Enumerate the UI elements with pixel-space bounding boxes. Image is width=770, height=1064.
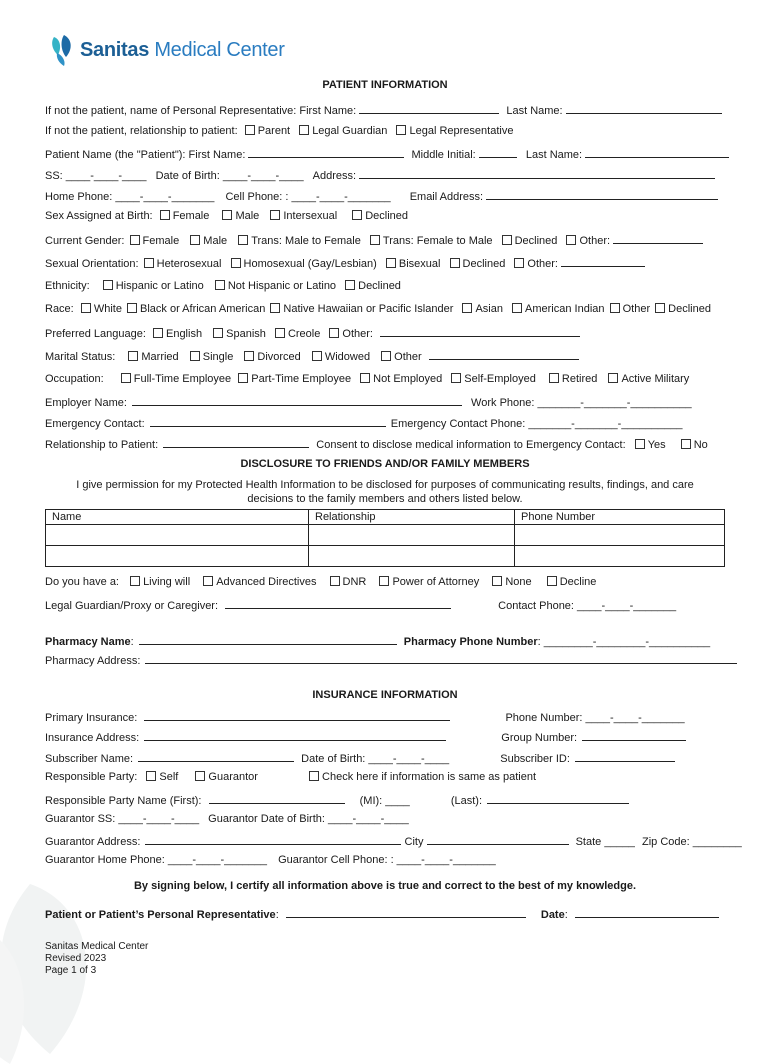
race-row: Race: White Black or African American Native Hawaiian or Pacific Islander Asian American Indian Other Declined xyxy=(45,303,711,315)
race-pacific-islander-checkbox[interactable] xyxy=(270,303,280,313)
consent-no-checkbox[interactable] xyxy=(681,439,691,449)
column-name: Name xyxy=(46,510,309,525)
sex-row: Sex Assigned at Birth: Female Male Intersexual Declined xyxy=(45,210,409,222)
part-time-checkbox[interactable] xyxy=(238,373,248,383)
gender-male-checkbox[interactable] xyxy=(190,235,200,245)
race-asian-checkbox[interactable] xyxy=(462,303,472,313)
subscriber-row: Subscriber Name: Date of Birth: ____-____-____ Subscriber ID: xyxy=(45,751,675,766)
table-row xyxy=(46,546,725,567)
home-phone-field[interactable]: Home Phone: ____-____-_______ xyxy=(45,191,215,203)
relationship-cell[interactable] xyxy=(309,546,515,567)
footer-revised: Revised 2023 xyxy=(45,953,107,964)
power-of-attorney-checkbox[interactable] xyxy=(379,576,389,586)
group-number-field[interactable] xyxy=(582,730,686,741)
footer xyxy=(45,941,148,977)
guarantor-ss-field[interactable]: Guarantor SS: ____-____-____ xyxy=(45,813,200,825)
name-cell[interactable] xyxy=(46,546,309,567)
language-row: Preferred Language: English Spanish Creole Other: xyxy=(45,326,580,341)
name-cell[interactable] xyxy=(46,525,309,546)
family-members-table xyxy=(45,509,725,567)
creole-checkbox[interactable] xyxy=(275,328,285,338)
phone-email-row: Home Phone: ____-____-_______ Cell Phone: : ____-____-_______ Email Address: xyxy=(45,189,718,204)
subscriber-dob-field[interactable]: Date of Birth: ____-____-____ xyxy=(301,753,450,765)
english-checkbox[interactable] xyxy=(153,328,163,338)
divorced-checkbox[interactable] xyxy=(244,351,254,361)
pharmacy-name-field[interactable] xyxy=(139,634,397,645)
subscriber-id-field[interactable] xyxy=(575,751,675,762)
orientation-row: Sexual Orientation: Heterosexual Homosexual (Gay/Lesbian) Bisexual Declined Other: xyxy=(45,256,645,271)
guarantor-dob-field[interactable]: Guarantor Date of Birth: ____-____-____ xyxy=(208,813,409,825)
primary-insurance-field[interactable] xyxy=(144,710,450,721)
address-field[interactable] xyxy=(359,168,715,179)
emergency-phone-field[interactable]: Emergency Contact Phone: _______-_______-__________ xyxy=(390,418,683,430)
race-white-checkbox[interactable] xyxy=(81,303,91,313)
sex-male-checkbox[interactable] xyxy=(222,210,232,220)
pharmacy-address-row: Pharmacy Address: xyxy=(45,653,737,668)
patient-last-name-field[interactable] xyxy=(585,147,729,158)
patient-info-heading: PATIENT INFORMATION xyxy=(322,79,448,91)
pharmacy-row: Pharmacy Name: Pharmacy Phone Number: ________-________-__________ xyxy=(45,636,711,648)
decline-checkbox[interactable] xyxy=(547,576,557,586)
none-checkbox[interactable] xyxy=(492,576,502,586)
gender-other-checkbox[interactable] xyxy=(566,235,576,245)
responsible-party-row: Responsible Party: Self Guarantor Check here if information is same as patient xyxy=(45,771,537,783)
guardian-row: Legal Guardian/Proxy or Caregiver: Contact Phone: ____-____-_______ xyxy=(45,600,677,612)
email-field[interactable] xyxy=(486,189,718,200)
marital-other-checkbox[interactable] xyxy=(381,351,391,361)
legal-representative-checkbox[interactable] xyxy=(396,125,406,135)
column-phone-number: Phone Number xyxy=(515,510,725,525)
self-employed-checkbox[interactable] xyxy=(451,373,461,383)
gender-row: Current Gender: Female Male Trans: Male to Female Trans: Female to Male Declined Other: xyxy=(45,233,703,248)
disclosure-text-line-2: decisions to the family members and others listed below. xyxy=(247,493,523,505)
race-american-indian-checkbox[interactable] xyxy=(512,303,522,313)
disclosure-heading: DISCLOSURE TO FRIENDS AND/OR FAMILY MEMBERS xyxy=(240,458,530,470)
rp-last-name-field[interactable] xyxy=(487,793,629,804)
disclosure-text-line-1: I give permission for my Protected Health Information to be disclosed for purposes of communicating results, findings, and care xyxy=(76,479,694,491)
consent-yes-checkbox[interactable] xyxy=(635,439,645,449)
living-will-checkbox[interactable] xyxy=(130,576,140,586)
bisexual-checkbox[interactable] xyxy=(386,258,396,268)
sex-female-checkbox[interactable] xyxy=(160,210,170,220)
insurance-address-field[interactable] xyxy=(144,730,446,741)
rep-relationship-row: If not the patient, relationship to patient: Parent Legal Guardian Legal Representative xyxy=(45,125,514,137)
parent-checkbox[interactable] xyxy=(245,125,255,135)
orientation-declined-checkbox[interactable] xyxy=(450,258,460,268)
legal-guardian-checkbox[interactable] xyxy=(299,125,309,135)
guarantor-checkbox[interactable] xyxy=(195,771,205,781)
emergency-contact-row: Emergency Contact: Emergency Contact Phone: _______-_______-__________ xyxy=(45,418,683,430)
table-row xyxy=(46,525,725,546)
gender-female-checkbox[interactable] xyxy=(130,235,140,245)
emergency-contact-field[interactable] xyxy=(150,416,386,427)
primary-insurance-row: Primary Insurance: Phone Number: ____-____-_______ xyxy=(45,712,685,724)
language-other-checkbox[interactable] xyxy=(329,328,339,338)
state-field[interactable]: State _____ xyxy=(575,836,635,848)
married-checkbox[interactable] xyxy=(128,351,138,361)
guarantor-home-phone-field[interactable]: Guarantor Home Phone: ____-____-_______ xyxy=(45,854,267,866)
sanitas-logo xyxy=(48,32,285,68)
phone-cell[interactable] xyxy=(515,525,725,546)
sex-intersexual-checkbox[interactable] xyxy=(270,210,280,220)
consent-row: Relationship to Patient: Consent to disclose medical information to Emergency Contact: Yes No xyxy=(45,439,708,451)
contact-phone-field[interactable]: Contact Phone: ____-____-_______ xyxy=(498,600,677,612)
guarantor-address-field[interactable] xyxy=(145,834,401,845)
patient-name-row: Patient Name (the "Patient"): First Name: Middle Initial: Last Name: xyxy=(45,147,729,162)
relationship-cell[interactable] xyxy=(309,525,515,546)
guarantor-address-row: Guarantor Address: City State _____ Zip Code: ________ xyxy=(45,836,742,848)
occupation-row: Occupation: Full-Time Employee Part-Time Employee Not Employed Self-Employed Retired Active Military xyxy=(45,373,690,385)
cell-phone-field[interactable]: Cell Phone: : ____-____-_______ xyxy=(225,191,391,203)
same-as-patient-checkbox[interactable] xyxy=(309,771,319,781)
footer-org: Sanitas Medical Center xyxy=(45,941,149,952)
guarantor-ss-row xyxy=(45,813,409,826)
employer-row: Employer Name: Work Phone: _______-_______-__________ xyxy=(45,397,692,409)
leaf-logo-icon xyxy=(48,33,76,67)
dob-field[interactable]: Date of Birth: ____-____-____ xyxy=(155,170,304,182)
responsible-name-row: Responsible Party Name (First): (MI): ____ (Last): xyxy=(45,793,629,808)
patient-first-name-field[interactable] xyxy=(248,147,404,158)
advanced-directives-checkbox[interactable] xyxy=(203,576,213,586)
rep-last-name-field[interactable] xyxy=(566,103,722,114)
full-time-checkbox[interactable] xyxy=(121,373,131,383)
column-relationship: Relationship xyxy=(309,510,515,525)
sex-declined-checkbox[interactable] xyxy=(352,210,362,220)
signature-field[interactable] xyxy=(286,907,526,918)
subscriber-name-field[interactable] xyxy=(138,751,294,762)
gender-trans-ftm-checkbox[interactable] xyxy=(370,235,380,245)
middle-initial-field[interactable] xyxy=(479,147,517,158)
guarantor-cell-phone-field[interactable]: Guarantor Cell Phone: : ____-____-_______ xyxy=(278,854,496,866)
homosexual-checkbox[interactable] xyxy=(231,258,241,268)
not-employed-checkbox[interactable] xyxy=(360,373,370,383)
dnr-checkbox[interactable] xyxy=(330,576,340,586)
orientation-other-checkbox[interactable] xyxy=(514,258,524,268)
relationship-to-patient-field[interactable] xyxy=(163,437,309,448)
heterosexual-checkbox[interactable] xyxy=(144,258,154,268)
pharmacy-phone-field[interactable]: : ________-________-__________ xyxy=(537,636,711,648)
table-header-row xyxy=(46,510,725,525)
employer-name-field[interactable] xyxy=(132,395,462,406)
certification-statement: By signing below, I certify all information above is true and correct to the best of my knowledge. xyxy=(133,880,637,892)
orientation-other-field[interactable] xyxy=(561,256,645,267)
active-military-checkbox[interactable] xyxy=(608,373,618,383)
ss-dob-address-row: SS: ____-____-____ Date of Birth: ____-____-____ Address: xyxy=(45,168,715,183)
zip-field[interactable]: Zip Code: ________ xyxy=(642,836,742,848)
gender-trans-mtf-checkbox[interactable] xyxy=(238,235,248,245)
rep-name-row: If not the patient, name of Personal Representative: First Name: Last Name: xyxy=(45,103,722,118)
race-declined-checkbox[interactable] xyxy=(655,303,665,313)
directives-row: Do you have a: Living will Advanced Directives DNR Power of Attorney None Decline xyxy=(45,576,597,588)
marital-row: Marital Status: Married Single Divorced Widowed Other xyxy=(45,349,579,364)
spanish-checkbox[interactable] xyxy=(213,328,223,338)
work-phone-field[interactable]: Work Phone: _______-_______-__________ xyxy=(471,397,692,409)
rp-first-name-field[interactable] xyxy=(209,793,345,804)
widowed-checkbox[interactable] xyxy=(312,351,322,361)
insurance-heading: INSURANCE INFORMATION xyxy=(312,689,458,701)
ethnicity-row: Ethnicity: Hispanic or Latino Not Hispanic or Latino Declined xyxy=(45,280,401,292)
signature-row: Patient or Patient’s Personal Representative: Date: xyxy=(45,907,719,922)
insurance-address-row: Insurance Address: Group Number: xyxy=(45,730,686,745)
guardian-field[interactable] xyxy=(225,598,451,609)
brand-name: Sanitas xyxy=(80,38,150,61)
ethnicity-declined-checkbox[interactable] xyxy=(345,280,355,290)
single-checkbox[interactable] xyxy=(190,351,200,361)
phone-cell[interactable] xyxy=(515,546,725,567)
footer-page: Page 1 of 3 xyxy=(45,965,97,976)
date-field[interactable] xyxy=(575,907,719,918)
not-hispanic-checkbox[interactable] xyxy=(215,280,225,290)
race-other-checkbox[interactable] xyxy=(610,303,620,313)
rep-first-name-field[interactable] xyxy=(359,103,499,114)
language-other-field[interactable] xyxy=(380,326,580,337)
marital-other-field[interactable] xyxy=(429,349,579,360)
brand-subname: Medical Center xyxy=(154,38,285,61)
retired-checkbox[interactable] xyxy=(549,373,559,383)
guarantor-phone-row xyxy=(45,854,496,867)
city-field[interactable] xyxy=(427,834,569,845)
hispanic-checkbox[interactable] xyxy=(103,280,113,290)
insurance-phone-field[interactable]: Phone Number: ____-____-_______ xyxy=(505,712,685,724)
ss-field[interactable]: SS: ____-____-____ xyxy=(45,170,147,182)
rp-mi-field[interactable]: (MI): ____ xyxy=(359,795,410,807)
pharmacy-address-field[interactable] xyxy=(145,653,737,664)
gender-other-field[interactable] xyxy=(613,233,703,244)
race-black-checkbox[interactable] xyxy=(127,303,137,313)
self-checkbox[interactable] xyxy=(146,771,156,781)
gender-declined-checkbox[interactable] xyxy=(502,235,512,245)
